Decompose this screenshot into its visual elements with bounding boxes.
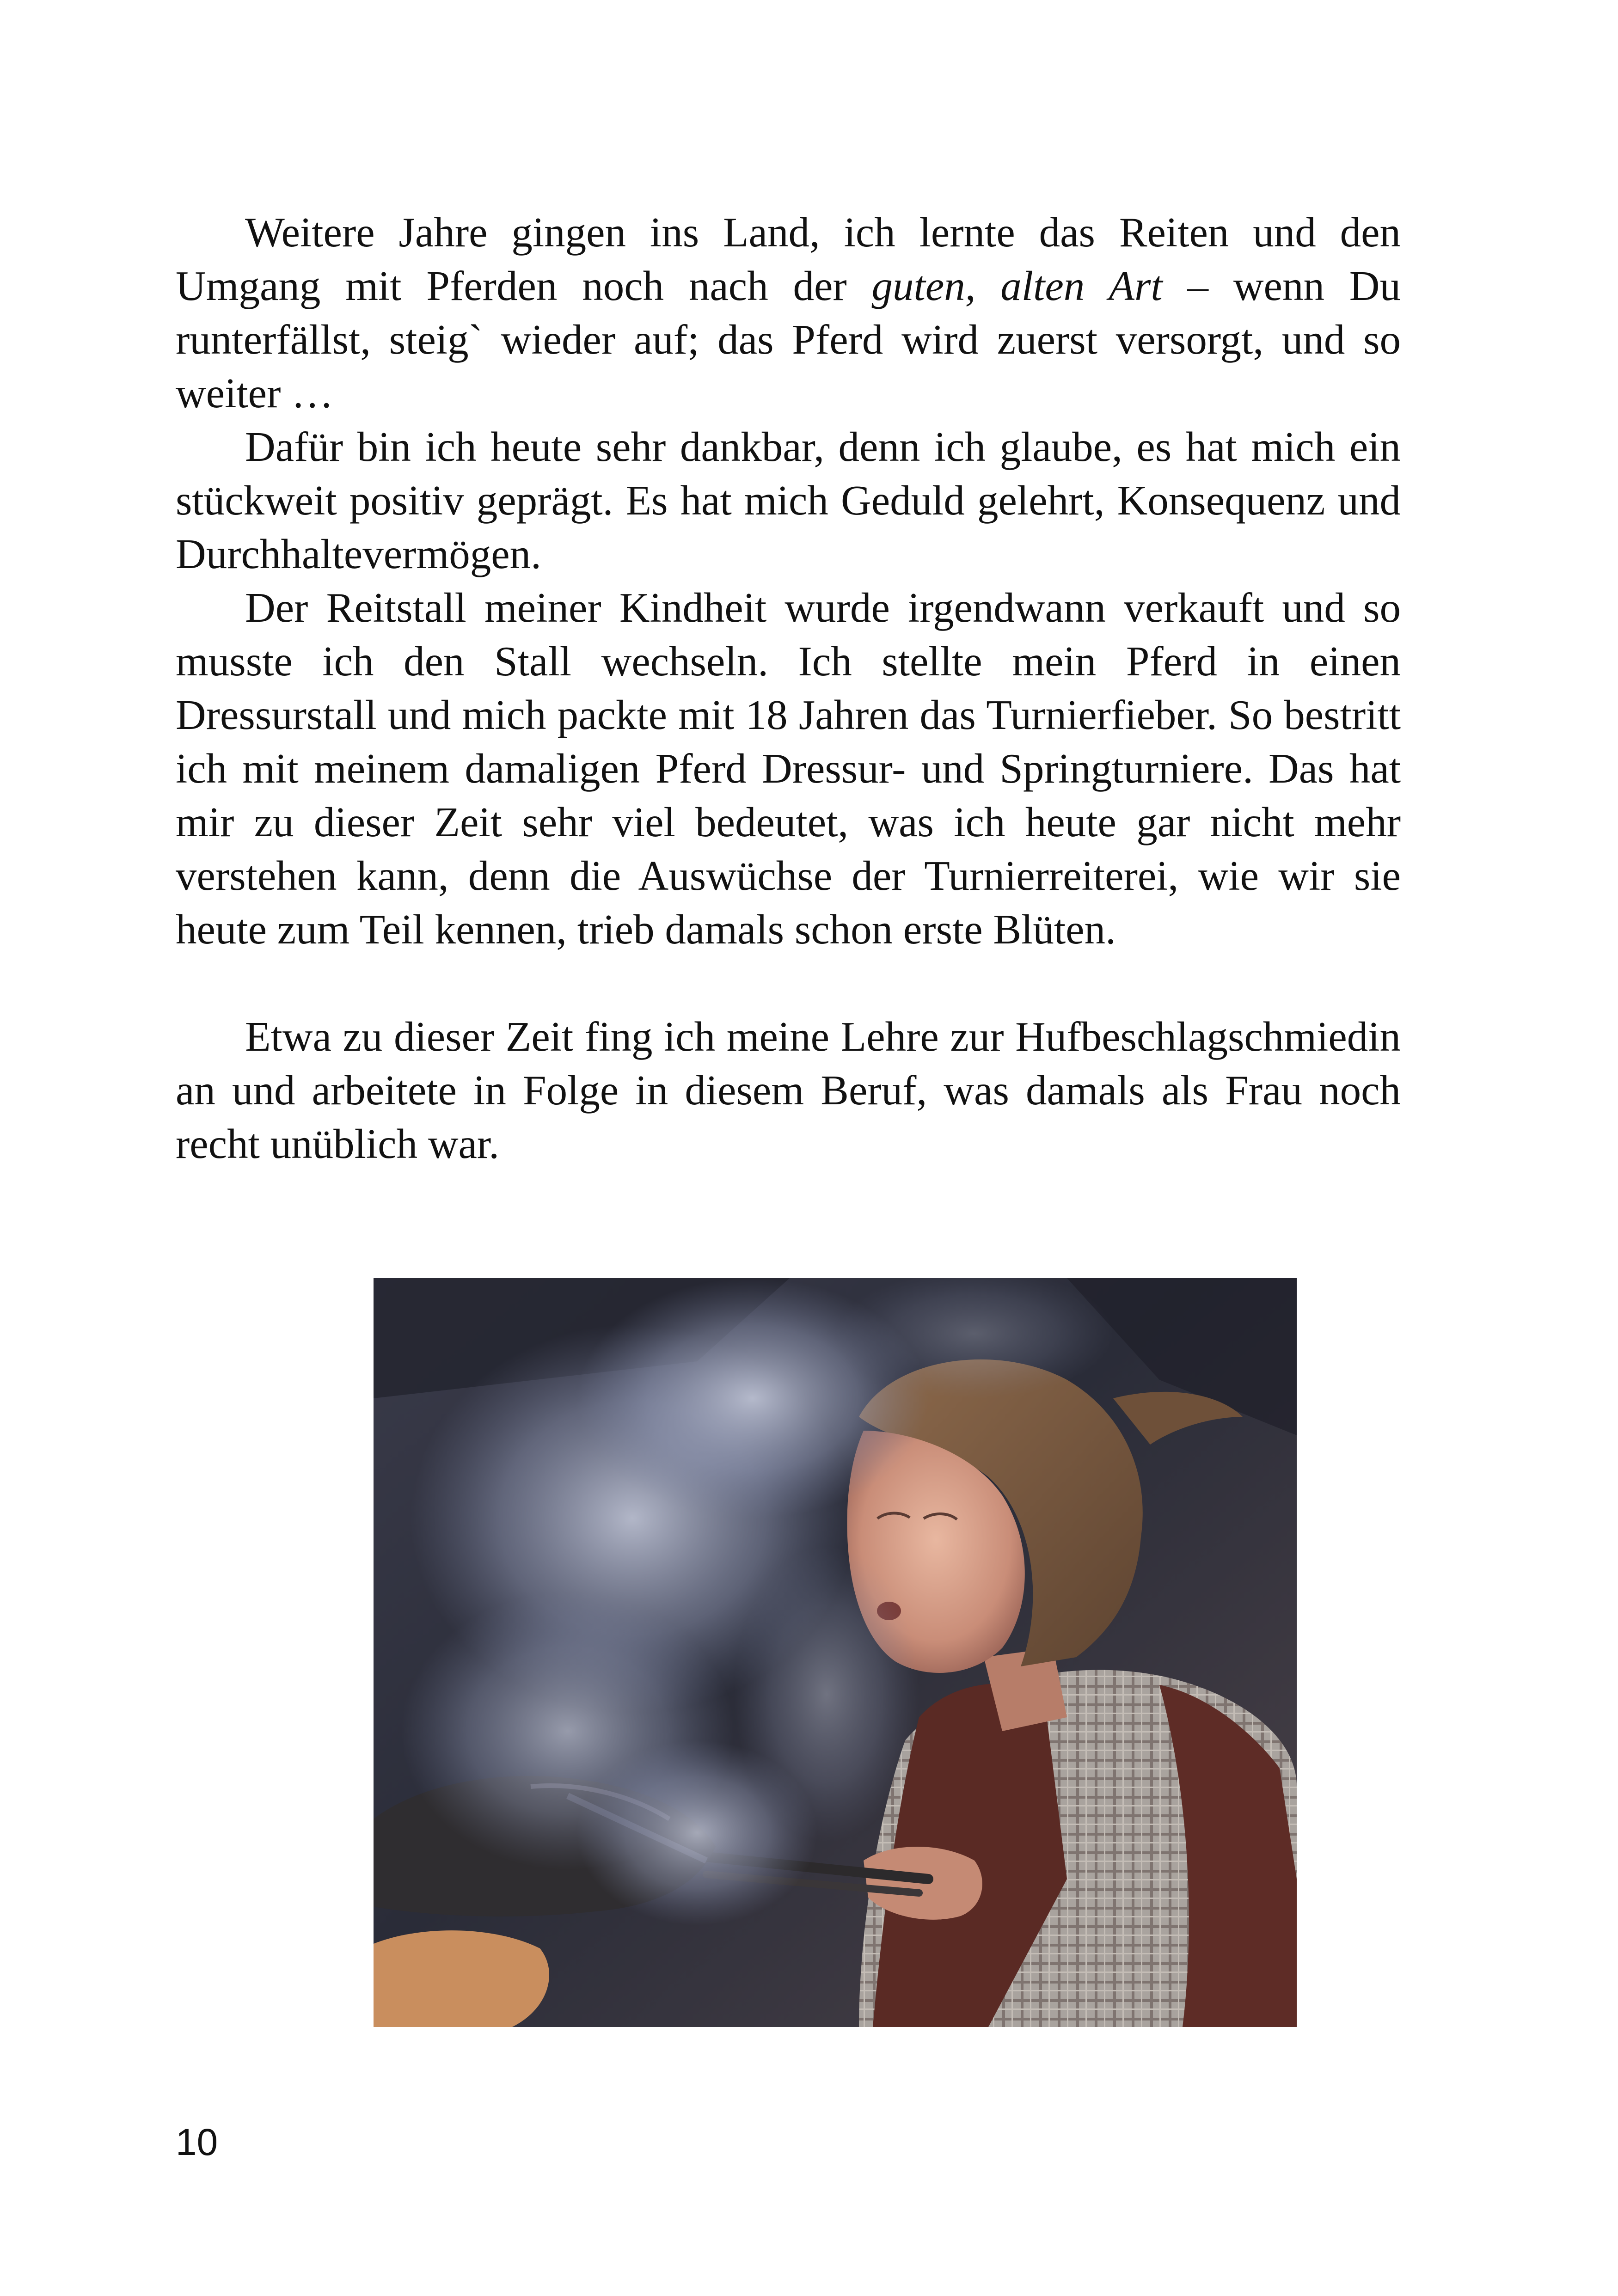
paragraph-1-emphasis: guten, alten Art [871,263,1163,309]
paragraph-1 [176,206,1401,420]
body-text [176,206,1401,1171]
paragraph-1-start: Weitere Jahre gingen ins Land, ich lernte das Reiten und den Umgang mit Pferden noch nach der [176,209,1401,309]
farrier-photo [374,1278,1297,2027]
page-number: 10 [176,2121,218,2163]
farrier-photo-illustration [374,1278,1297,2027]
paragraph-2: Dafür bin ich heute sehr dankbar, denn ich glaube, es hat mich ein stückweit positiv geprägt. Es hat mich Geduld gelehrt, Konsequenz und Durchhaltevermögen. [176,423,1401,577]
paragraph-4: Etwa zu dieser Zeit fing ich meine Lehre zur Hufbeschlagschmiedin an und arbeitete in Folge in diesem Beruf, was damals als Frau noch recht unüblich war. [176,1013,1401,1167]
paragraph-3: Der Reitstall meiner Kindheit wurde irgendwann verkauft und so musste ich den Stall wechseln. Ich stellte mein Pferd in einen Dressurstall und mich packte mit 18 Jahren das Turnierfieber. So bestritt ich mit meinem damaligen Pferd Dressur- und Springturniere. Das hat mir zu dieser Zeit sehr viel bedeutet, was ich heute gar nicht mehr verstehen kann, denn die Auswüchse der Turnierreiterei, wie wir sie heute zum Teil kennen, trieb damals schon erste Blüten. [176,584,1401,953]
paragraph-1-end: – wenn Du runterfällst, steig` wieder auf; das Pferd wird zuerst versorgt, und so weiter … [176,263,1401,416]
